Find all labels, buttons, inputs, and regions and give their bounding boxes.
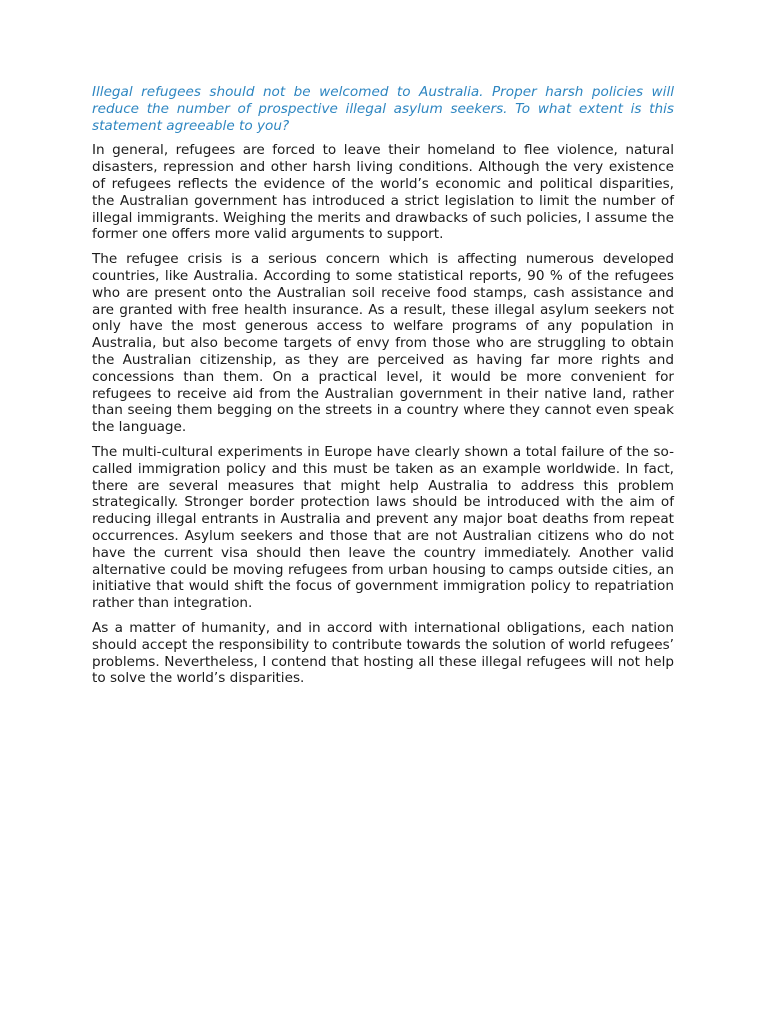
essay-prompt: Illegal refugees should not be welcomed to Australia. Proper harsh policies will reduce the number of prospective illegal asylum seekers. To what extent is this statement agreeable to you? (92, 84, 674, 134)
essay-body (92, 84, 674, 695)
paragraph-body-2: The multi-cultural experiments in Europe have clearly shown a total failure of the so-called immigration policy and this must be taken as an example worldwide. In fact, there are several measures that might help Australia to address this problem strategically. Stronger border protection laws should be introduced with the aim of reducing illegal entrants in Australia and prevent any major boat deaths from repeat occurrences. Asylum seekers and those that are not Australian citizens who do not have the current visa should then leave the country immediately. Another valid alternative could be moving refugees from urban housing to camps outside cities, an initiative that would shift the focus of government immigration policy to repatriation rather than integration. (92, 443, 674, 612)
paragraph-conclusion: As a matter of humanity, and in accord with international obligations, each nation should accept the responsibility to contribute towards the solution of world refugees’ problems. Nevertheless, I contend that hosting all these illegal refugees will not help to solve the world’s disparities. (92, 619, 674, 687)
paragraph-introduction: In general, refugees are forced to leave their homeland to flee violence, natural disasters, repression and other harsh living conditions. Although the very existence of refugees reflects the evidence of the world’s economic and political disparities, the Australian government has introduced a strict legislation to limit the number of illegal immigrants. Weighing the merits and drawbacks of such policies, I assume the former one offers more valid arguments to support. (92, 142, 674, 243)
paragraph-body-1: The refugee crisis is a serious concern which is affecting numerous developed countries, like Australia. According to some statistical reports, 90 % of the refugees who are present onto the Australian soil receive food stamps, cash assistance and are granted with free health insurance. As a result, these illegal asylum seekers not only have the most generous access to welfare programs of any population in Australia, but also become targets of envy from those who are struggling to obtain the Australian citizenship, as they are perceived as having far more rights and concessions than them. On a practical level, it would be more convenient for refugees to receive aid from the Australian government in their native land, rather than seeing them begging on the streets in a country where they cannot even speak the language. (92, 251, 674, 436)
